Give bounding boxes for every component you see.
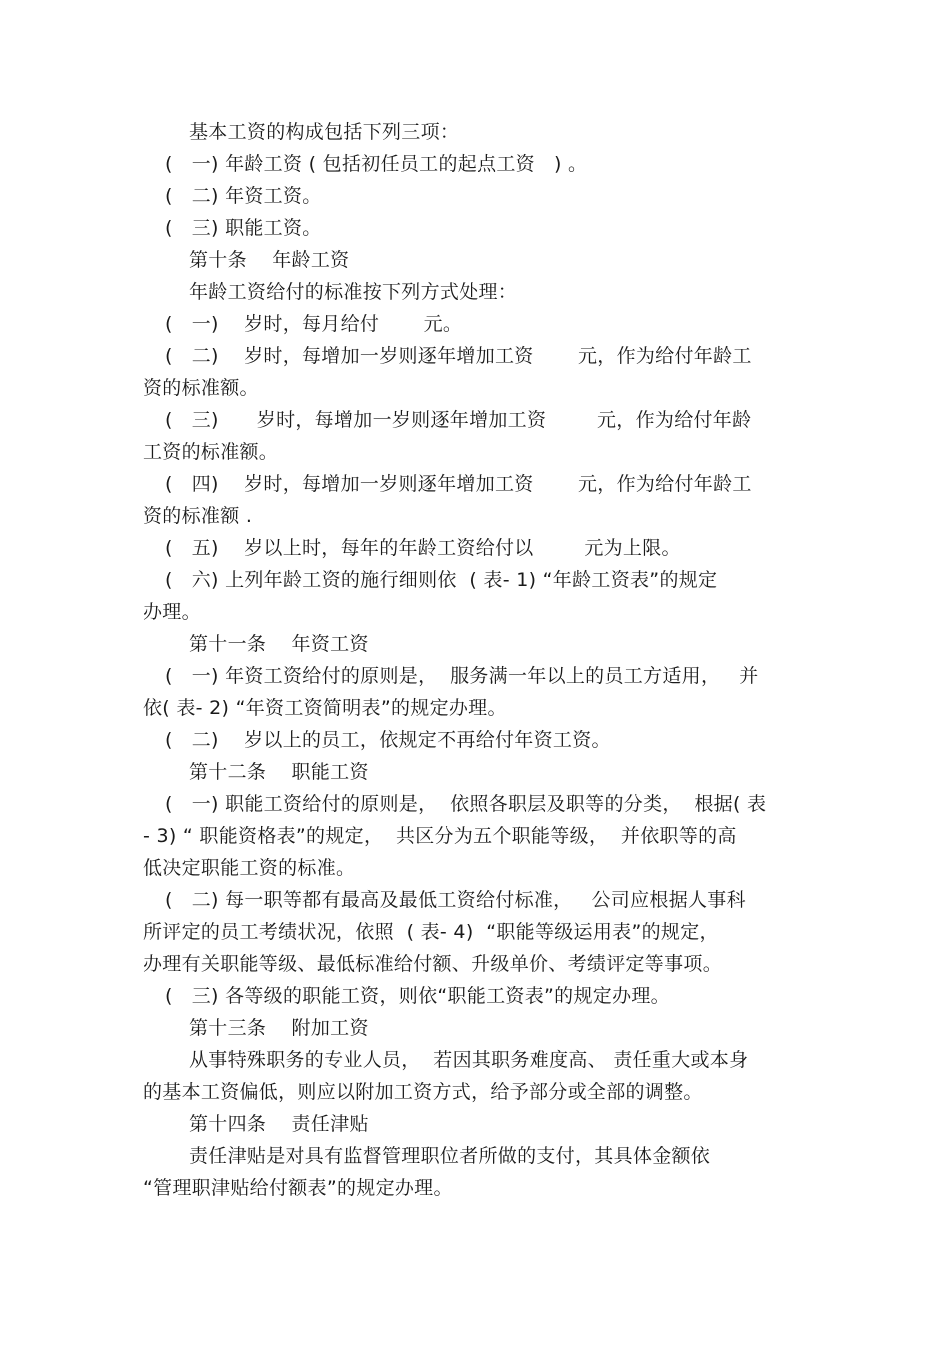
text-line: 办理有关职能等级、最低标准给付额、升级单价、考绩评定等事项。 [143,953,723,975]
article-heading: 第十三条 附加工资 [189,1017,369,1039]
text-line: 基本工资的构成包括下列三项： [189,121,460,143]
text-line: “管理职津贴给付额表”的规定办理。 [143,1177,453,1199]
document-body [143,116,813,1204]
text-line: ( 五) 岁以上时，每年的年龄工资给付以 元为上限。 [165,537,681,559]
text-line: 所评定的员工考绩状况，依照 ( 表- 4) “职能等级运用表”的规定， [143,921,719,943]
text-line: - 3) “ 职能资格表”的规定， 共区分为五个职能等级， 并依职等的高 [143,825,737,847]
text-line: ( 六) 上列年龄工资的施行细则依 ( 表- 1) “年龄工资表”的规定 [165,569,718,591]
article-heading: 第十二条 职能工资 [189,761,369,783]
text-line: ( 一) 职能工资给付的原则是， 依照各职层及职等的分类， 根据( 表 [165,793,767,815]
text-line: ( 二) 年资工资。 [165,185,322,207]
text-line: ( 三) 职能工资。 [165,217,322,239]
text-line: ( 三) 岁时，每增加一岁则逐年增加工资 元，作为给付年龄 [165,409,752,431]
text-line: 资的标准额 . [143,505,253,527]
text-line: ( 一) 年龄工资 ( 包括初任员工的起点工资 ) 。 [165,153,588,175]
text-line: 依( 表- 2) “年资工资简明表”的规定办理。 [143,697,507,719]
text-line: ( 三) 各等级的职能工资，则依“职能工资表”的规定办理。 [165,985,670,1007]
text-line: ( 二) 岁以上的员工，依规定不再给付年资工资。 [165,729,611,751]
text-line: 办理。 [143,601,201,623]
text-line: ( 四) 岁时，每增加一岁则逐年增加工资 元，作为给付年龄工 [165,473,752,495]
article-heading: 第十一条 年资工资 [189,633,369,655]
text-line: 的基本工资偏低，则应以附加工资方式，给予部分或全部的调整。 [143,1081,703,1103]
text-line: 责任津贴是对具有监督管理职位者所做的支付，其具体金额依 [189,1145,711,1167]
text-line: 从事特殊职务的专业人员， 若因其职务难度高、 责任重大或本身 [189,1049,749,1071]
text-line: ( 二) 岁时，每增加一岁则逐年增加工资 元，作为给付年龄工 [165,345,752,367]
text-line: ( 二) 每一职等都有最高及最低工资给付标准， 公司应根据人事科 [165,889,746,911]
text-line: 资的标准额。 [143,377,259,399]
text-line: 低决定职能工资的标准。 [143,857,356,879]
text-line: ( 一) 年资工资给付的原则是， 服务满一年以上的员工方适用， 并 [165,665,759,687]
article-heading: 第十四条 责任津贴 [189,1113,369,1135]
text-line: 工资的标准额。 [143,441,279,463]
text-line: ( 一) 岁时，每月给付 元。 [165,313,463,335]
article-heading: 第十条 年龄工资 [189,249,350,271]
text-line: 年龄工资给付的标准按下列方式处理： [189,281,518,303]
